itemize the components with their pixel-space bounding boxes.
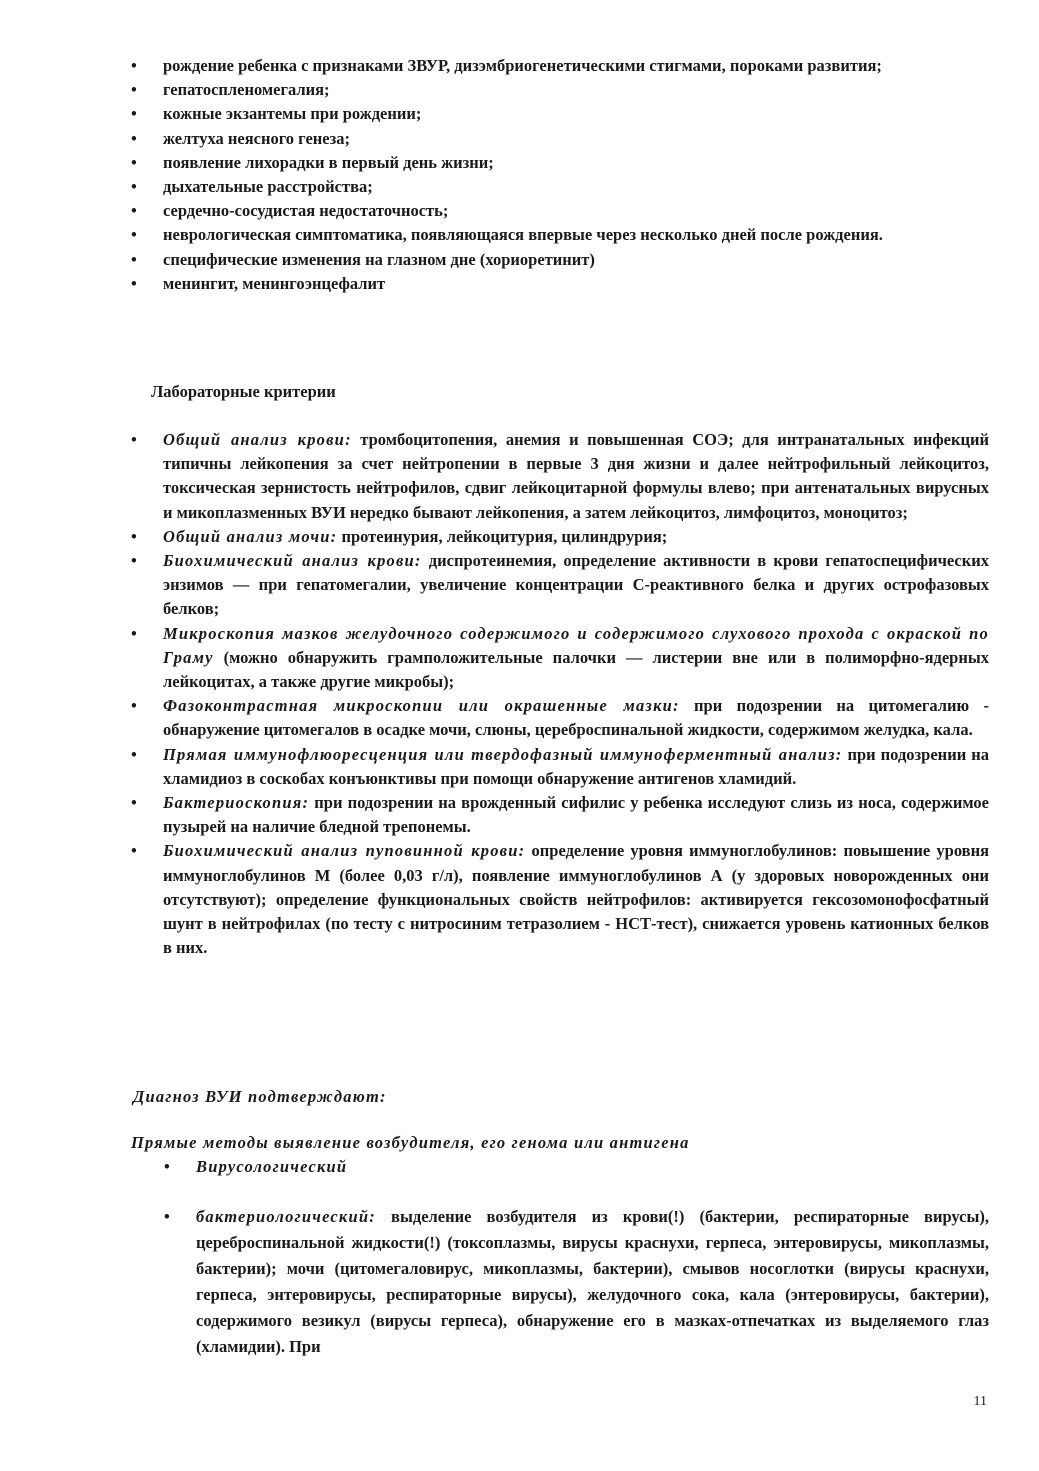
list-item (0, 694, 1039, 742)
list-item-text: при подозрении на хламидиоз в соскобах конъюнктивы при помощи обнаружение антигенов хламидий. (163, 744, 989, 788)
list-item (0, 428, 1039, 525)
list-item-text: диспротеинемия, определение активности в крови гепатоспецифических энзимов — при гепатомегалии, увеличение концентрации С-реактивного белка и других острофазовых белков; (163, 551, 989, 619)
list-item-text: определение уровня иммуноглобулинов: повышение уровня иммуноглобулинов М (более 0,03 г/л), появление иммуноглобулинов А (у здоровых новорожденных они отсутствуют); определение функциональных свойств нейтрофилов: активируется гексозомонофосфатный шунт в нейтрофилах (по тесту с нитросиним тетразолием - НСТ-тест), снижается уровень катионных белков в них. (163, 841, 989, 958)
list-item: • дыхательные расстройства; (0, 175, 1039, 199)
list-item-term: Микроскопия мазков желудочного содержимого и содержимого слухового прохода с окраской по Граму (163, 623, 989, 667)
lab-criteria-heading: Лабораторные критерии (151, 382, 336, 401)
methods-list (0, 1204, 1039, 1360)
list-item-text: (можно обнаружить грамположительные палочки — листерии вне или в полиморфно-ядерных лейкоцитах, а также другие микробы); (163, 647, 989, 692)
list-item-text: при подозрении на врожденный сифилис у ребенка исследуют слизь из носа, содержимое пузырей на наличие бледной трепонемы. (163, 793, 989, 837)
list-item (0, 622, 1039, 695)
list-item-term: Фазоконтрастная микроскопии или окрашенные мазки: (163, 696, 680, 716)
list-item-term: Биохимический анализ крови: (163, 551, 422, 571)
list-item-text: выделение возбудителя из крови(!) (бактерии, респираторные вирусы), цереброспинальной жидкости(!) (токсоплазмы, вирусы краснухи, герпеса, энтеровирусы, микоплазмы, бактерии); мочи (цитомегаловирус, микоплазмы, бактерии), смывов носоглотки (вирусы краснухи, герпеса, энтеровирусы, респираторные вирусы), желудочного сока, кала (энтеровирусы, бактерии), содержимого везикул (вирусы герпеса), обнаружение его в мазках-отпечатках из выделяемого глаз (хламидии). При (196, 1207, 989, 1356)
page-number: 11 (973, 1394, 987, 1409)
list-item (0, 525, 1039, 549)
list-item (0, 743, 1039, 791)
list-item: • рождение ребенка с признаками ЗВУР, дизэмбриогенетическими стигмами, пороками развития; (0, 54, 1039, 78)
list-item: • кожные экзантемы при рождении; (0, 102, 1039, 126)
list-item-term: Общий анализ мочи: (163, 526, 338, 546)
list-item-term: Вирусологический (196, 1157, 348, 1176)
methods-list (0, 1155, 1039, 1179)
direct-methods-heading: Прямые методы выявление возбудителя, его генома или антигена (131, 1133, 690, 1152)
list-item-term: Бактериоскопия: (163, 793, 310, 813)
list-item-term: Общий анализ крови: (163, 430, 352, 449)
lab-criteria-list (0, 428, 1039, 960)
list-item: • сердечно-сосудистая недостаточность; (0, 199, 1039, 223)
list-item (0, 839, 1039, 960)
diagnosis-heading: Диагноз ВУИ подтверждают: (133, 1087, 387, 1106)
methods-block-1 (0, 1155, 1039, 1179)
list-item: • появление лихорадки в первый день жизни; (0, 151, 1039, 175)
list-item-term: Прямая иммунофлюоресценция или твердофазный иммуноферментный анализ: (163, 744, 843, 764)
symptom-list-block (0, 54, 1039, 296)
list-item-term: Биохимический анализ пуповинной крови: (163, 841, 526, 861)
list-item: • специфические изменения на глазном дне (хориоретинит) (0, 248, 1039, 272)
list-item-text: при подозрении на цитомегалию - обнаружение цитомегалов в осадке мочи, слюны, цереброспинальной жидкости, содержимом желудка, кала. (163, 696, 989, 740)
list-item (0, 1155, 1039, 1179)
list-item: • менингит, менингоэнцефалит (0, 272, 1039, 296)
list-item (0, 1204, 1039, 1360)
list-item (0, 549, 1039, 622)
list-item: • желтуха неясного генеза; (0, 127, 1039, 151)
methods-block-2 (0, 1204, 1039, 1360)
list-item-text: тромбоцитопения, анемия и повышенная СОЭ; для интранатальных инфекций типичны лейкопения за счет нейтропении в первые 3 дня жизни и далее нейтрофильный лейкоцитоз, токсическая зернистость нейтрофилов, сдвиг лейкоцитарной формулы влево; при антенатальных вирусных и микоплазменных ВУИ нередко бывают лейкопения, а затем лейкоцитоз, лимфоцитоз, моноцитоз; (163, 430, 989, 522)
list-item-text: протеинурия, лейкоцитурия, цилиндрурия; (337, 526, 668, 546)
list-item: • неврологическая симптоматика, появляющаяся впервые через несколько дней после рождения. (0, 223, 1039, 247)
symptom-list (0, 54, 1039, 296)
list-item: • гепатоспленомегалия; (0, 78, 1039, 102)
list-item-term: бактериологический: (196, 1207, 376, 1226)
list-item (0, 791, 1039, 839)
lab-criteria-block (0, 428, 1039, 960)
